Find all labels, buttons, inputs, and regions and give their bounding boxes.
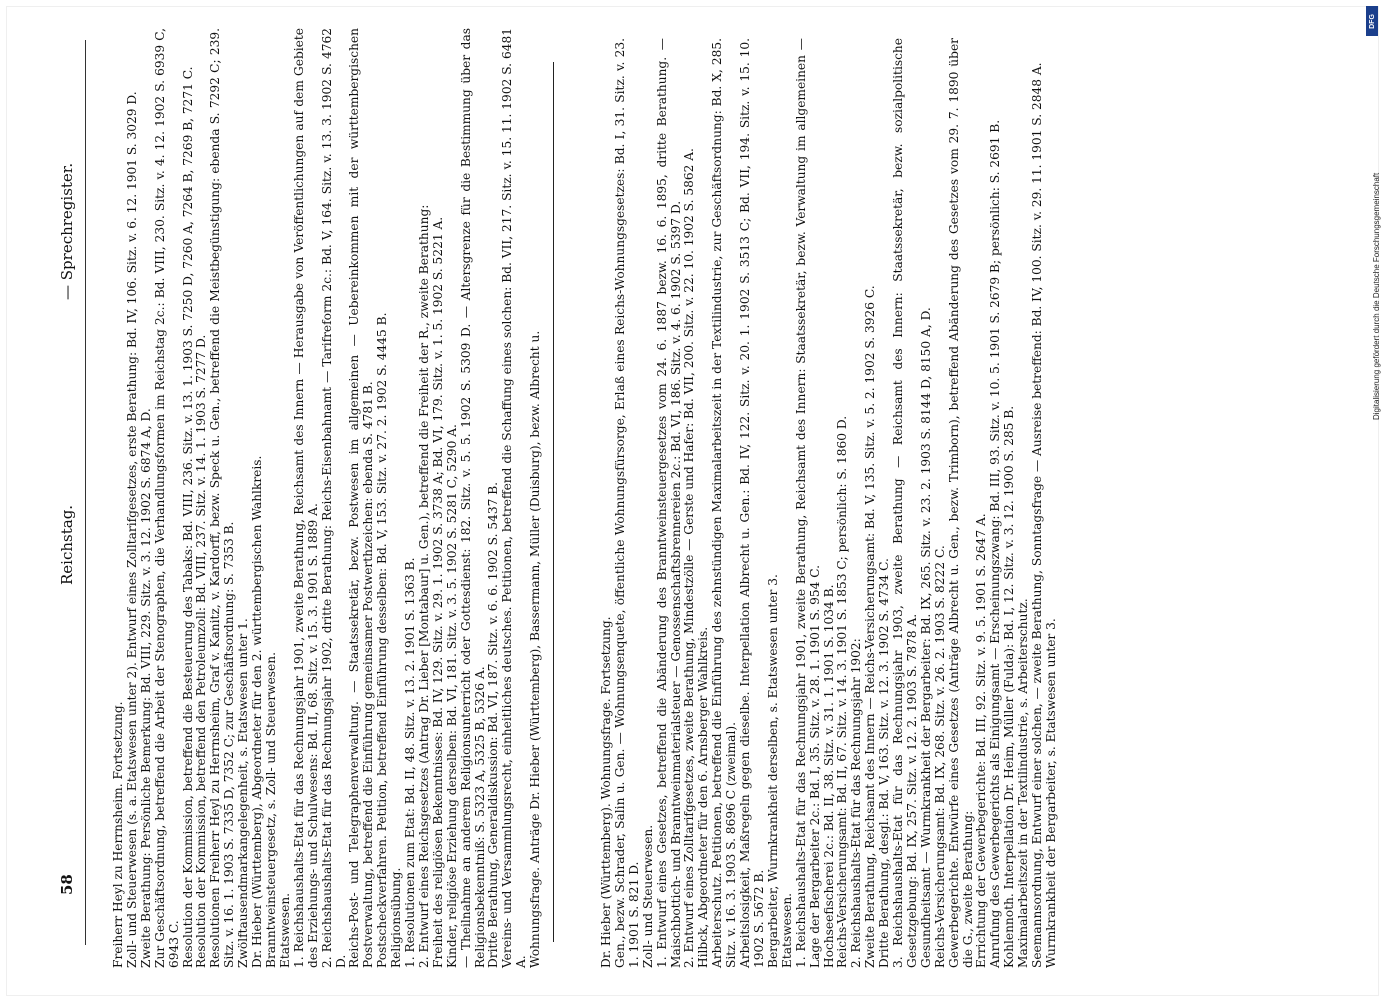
index-entry: Arbeiterschutz. Petitionen, betreffend die Einführung des zehnstündigen Maximalarbeitszeit in der Textilindustrie, zur Geschäftsordnung: Bd. X, 285. Sitz. v. 16. 3. 1903 S. 8696 C (zweimal).	[710, 38, 739, 968]
header-rule	[85, 40, 86, 945]
index-entry: 2. Entwurf eines Reichsgesetzes (Antrag Dr. Lieber [Montabaur] u. Gen.), betreffend die Freiheit der R., zweite Berathung:	[416, 204, 431, 968]
index-entry: 2. Reichshaushalts-Etat für das Rechnungsjahr 1902, dritte Berathung: Reichs-Eisenbahnamt — Tarifreform 2c.: Bd. V, 164. Sitz. v. 13. 3. 1902 S. 4762 D.	[319, 28, 348, 968]
right-column	[600, 38, 1300, 968]
index-entry: Dritte Berathung, Generaldiskussion: Bd. VI, 187. Sitz. v. 6. 6. 1902 S. 5437 B.	[486, 481, 501, 968]
index-entry: 1. Reichshaushalts-Etat für das Rechnungsjahr 1901, zweite Berathung, Reichsamt des Innern: Staatssekretär, bezw. Verwaltung im allgemeinen — Lage der Bergarbeiter 2c.: Bd. I, 35. Sitz. v. 28. 1. 1901 S. 954 C.	[793, 38, 822, 968]
index-entry: Gewerbegerichte. Entwürfe eines Gesetzes (Anträge Albrecht u. Gen., bezw. Trimborn), betreffend Abänderung des Gesetzes vom 29. 7. 1890 über die G., zweite Berathung:	[946, 38, 975, 968]
index-entry: 2. Entwurf eines Zolltarifgesetzes, zweite Berathung, Mindestzölle — Gerste und Hafer: Bd. VII, 200. Sitz. v. 22. 10. 1902 S. 5862 A.	[682, 148, 697, 968]
index-entry: Zoll- und Steuerwesen.	[640, 824, 655, 968]
digitization-note: Digitalisierung gefördert durch die Deutsche Forschungsgemeinschaft	[1372, 172, 1381, 420]
page-number: 58	[58, 874, 76, 895]
index-entry: Reichs-Versicherungsamt: Bd. IX, 268. Sitz. v. 26. 2. 1903 S. 8222 C.	[932, 545, 947, 968]
index-entry: 2. Reichshaushalts-Etat für das Rechnungsjahr 1902:	[849, 638, 864, 968]
index-entry: Hochseefischerei 2c.: Bd. II, 38. Sitz. v. 31. 1. 1901 S. 1034 B.	[821, 584, 836, 968]
index-entry: Freiheit des religiösen Bekenntnisses: Bd. IV, 129. Sitz. v. 29. 1. 1902 S. 3738 A; Bd. VI, 179. Sitz. v. 1. 5. 1902 S. 5221 A.	[430, 216, 445, 968]
index-entry: Resolution der Kommission, betreffend die Besteuerung des Tabaks: Bd. VIII, 236. Sitz. v. 13. 1. 1903 S. 7250 D, 7260 A, 7264 B, 7269 B, 7271 C.	[180, 66, 195, 968]
index-entry: Errichtung der Gewerbegerichte: Bd. III, 92. Sitz. v. 9. 5. 1901 S. 2647 A.	[974, 513, 989, 968]
index-entry: Anrufung des Gewerbegerichts als Einigungsamt — Erscheinungszwang: Bd. III, 93. Sitz. v. 10. 5. 1901 S. 2679 B; persönlich: S. 2691 B.	[988, 119, 1003, 968]
index-entry: Maximalarbeitszeit in der Textilindustrie, s. Arbeiterschutz.	[1016, 598, 1031, 968]
index-entry: Wurmkrankheit der Bergarbeiter, s. Etatswesen unter 3.	[1044, 618, 1058, 968]
index-entry: Bergarbeiter, Wurmkrankheit derselben, s. Etatswesen unter 3.	[765, 574, 780, 968]
index-entry: Wohnungsfrage. Anträge Dr. Hieber (Württemberg), Bassermann, Müller (Duisburg), bezw. Albrecht u.	[528, 330, 543, 968]
dfg-logo-text: DFG	[1368, 13, 1376, 29]
index-entry: Zweite Berathung, Reichsamt des Innern — Reichs-Versicherungsamt: Bd. V, 135. Sitz. v. 5. 2. 1902 S. 3926 C.	[863, 285, 878, 968]
index-entry: Branntweinsteuergesetz, s. Zoll- und Steuerwesen.	[263, 652, 278, 968]
index-entry: 3. Reichshaushalts-Etat für das Rechnungsjahr 1903, zweite Berathung — Reichsamt des Innern: Staatssekretär, bezw. sozialpolitische Gesetzgebung: Bd. IX, 257. Sitz. v. 12. 2. 1903 S. 7878 A.	[891, 38, 919, 968]
index-entry: Gesundheitsamt — Wurmkrankheit der Bergarbeiter: Bd. IX, 265. Sitz. v. 23. 2. 1903 S. 8144 D, 8150 A, D.	[918, 307, 933, 968]
index-entry: Kohlennoth. Interpellation Dr. Heim, Müller (Fulda): Bd. I, 12. Sitz. v. 3. 12. 1900 S. 285 B.	[1002, 405, 1017, 968]
index-entry: Zur Geschäftsordnung, betreffend die Arbeit der Stenographen, die Verhandlungsformen im Reichstag 2c.: Bd. VIII, 230. Sitz. v. 4. 12. 1902 S. 6939 C, 6943 C.	[152, 28, 181, 968]
column-divider	[553, 62, 554, 942]
index-entry: Dritte Berathung, desgl.: Bd. V, 163. Sitz. v. 12. 3. 1902 S. 4734 C.	[877, 558, 892, 968]
running-head-left: Reichstag.	[58, 504, 76, 585]
index-entry: Resolution der Kommission, betreffend den Petroleumzoll: Bd. VIII, 237. Sitz. v. 14. 1. 1903 S. 7277 D.	[194, 334, 209, 968]
index-entry: Dr. Hieber (Württemberg). Wohnungsfrage. Fortsetzung.	[599, 616, 613, 968]
index-entry: 1. Resolutionen zum Etat: Bd. II, 48. Sitz. v. 13. 2. 1901 S. 1363 B.	[403, 557, 418, 968]
index-entry: Freiherr Heyl zu Herrnsheim. Fortsetzung.	[111, 701, 125, 968]
index-entry: Kinder, religiöse Erziehung derselben: Bd. VI, 181. Sitz. v. 3. 5. 1902 S. 5281 C, 5290 A.	[444, 424, 459, 968]
index-entry: Vereins- und Versammlungsrecht, einheitliches deutsches. Petitionen, betreffend die Schaffung eines solchen: Bd. VII, 217. Sitz. v. 15. 11. 1902 S. 6481 A.	[500, 28, 529, 968]
index-entry: Dr. Hieber (Württemberg), Abgeordneter für den 2. württembergischen Wahlkreis.	[250, 455, 265, 968]
index-entry: 1. Entwurf eines Gesetzes, betreffend die Abänderung des Branntweinsteuergesetzes vom 24. 6. 1887 bezw. 16. 6. 1895, dritte Berathung. — Maischbottich- und Branntweinmaterialsteuer — Genossenschaftsbrennereien 2c.: Bd. VI, 186. Sitz. v. 4. 6. 1902 S. 5397 D.	[654, 38, 683, 968]
index-entry: Seemannsordnung, Entwurf einer solchen, — zweite Berathung, Sonntagsfrage — Ausreise betreffend: Bd. IV, 100. Sitz. v. 29. 11. 1901 S. 2848 A.	[1030, 62, 1045, 968]
index-entry: Etatswesen.	[779, 892, 794, 968]
running-head-right: — Sprechregister.	[58, 162, 76, 300]
index-entry: Zoll- und Steuerwesen (s. a. Etatswesen unter 2). Entwurf eines Zolltarifgesetzes, erste Berathung: Bd. IV, 106. Sitz. v. 6. 12. 1901 S. 3029 D.	[124, 91, 139, 968]
index-entry: Religionsübung.	[389, 867, 404, 968]
index-entry: Hilbck, Abgeordneter für den 6. Arnsberger Wahlkreis.	[696, 626, 711, 968]
index-entry: Etatswesen.	[277, 892, 292, 968]
left-column	[112, 28, 552, 968]
index-entry: Zweite Berathung: Persönliche Bemerkung: Bd. VIII, 229. Sitz. v. 3. 12. 1902 S. 6874 A, D.	[138, 408, 153, 968]
index-entry: Resolutionen Freiherr Heyl zu Herrnsheim, Graf v. Kanitz, v. Kardorff, bezw. Speck u. Gen., betreffend die Meistbegünstigung: ebenda S. 7292 C; 239. Sitz. v. 16. 1. 1903 S. 7335 D, 7352 C; zur Geschäftsordnung: S. 7353 B.	[208, 28, 237, 968]
index-entry: Reichs-Post- und Telegraphenverwaltung. — Staatssekretär, bezw. Postwesen im allgemeinen — Uebereinkommen mit der württembergischen Postverwaltung, betreffend die Einführung gemeinsamer Postwerthzeichen: ebenda S. 4781 B.	[347, 28, 376, 968]
index-entry: — Theilnahme an anderem Religionsunterricht oder Gottesdienst: 182. Sitz. v. 5. 5. 1902 S. 5309 D. — Altersgrenze für die Bestimmung über das Religionsbekenntniß: S. 5323 A, 5325 B, 5326 A.	[458, 28, 487, 968]
index-entry: Postscheckverfahren. Petition, betreffend Einführung desselben: Bd. V, 153. Sitz. v. 27. 2. 1902 S. 4445 B.	[375, 312, 390, 968]
index-entry: Zwölftausendmarkangelegenheit, s. Etatswesen unter 1.	[236, 618, 251, 968]
index-entry: 1. Reichshaushalts-Etat für das Rechnungsjahr 1901, zweite Berathung, Reichsamt des Innern — Herausgabe von Veröffentlichungen auf dem Gebiete des Erziehungs- und Schulwesens: Bd. II, 68. Sitz. v. 15. 3. 1901 S. 1889 A.	[291, 28, 320, 968]
index-entry: Gen., bezw. Schrader, Salin u. Gen. — Wohnungsenquete, öffentliche Wohnungsfürsorge, Erlaß eines Reichs-Wohnungsgesetzes: Bd. I, 31. Sitz. v. 23. 1. 1901 S. 821 D.	[612, 38, 641, 968]
dfg-logo	[1366, 6, 1378, 36]
index-entry: Arbeitslosigkeit, Maßregeln gegen dieselbe. Interpellation Albrecht u. Gen.: Bd. IV, 122. Sitz. v. 20. 1. 1902 S. 3513 C; Bd. VII, 194. Sitz. v. 15. 10. 1902 S. 5672 B.	[738, 38, 766, 968]
index-entry: Reichs-Versicherungsamt: Bd. II, 67. Sitz. v. 14. 3. 1901 S. 1853 C; persönlich: S. 1860 D.	[835, 415, 850, 968]
